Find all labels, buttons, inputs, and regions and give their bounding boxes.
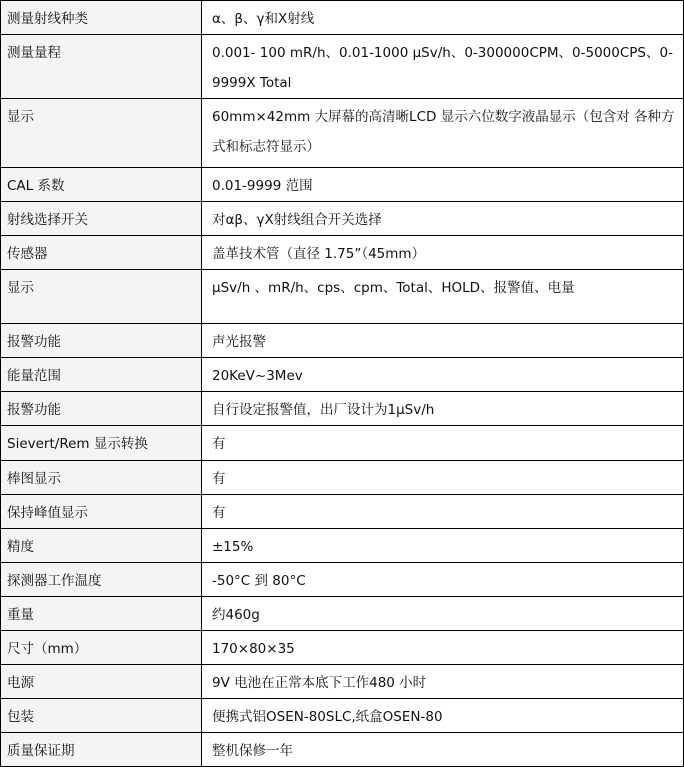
spec-value: 170×80×35 (202, 631, 684, 665)
spec-value: -50°C 到 80°C (202, 563, 684, 597)
spec-value: 对αβ、γX射线组合开关选择 (202, 202, 684, 236)
spec-label: 电源 (1, 665, 202, 699)
spec-label: 探测器工作温度 (1, 563, 202, 597)
spec-row (1, 1, 684, 35)
spec-label: CAL 系数 (1, 168, 202, 202)
spec-row (1, 495, 684, 529)
spec-value: 有 (202, 461, 684, 495)
spec-label: 测量射线种类 (1, 1, 202, 35)
spec-row (1, 99, 684, 168)
spec-label: 保持峰值显示 (1, 495, 202, 529)
spec-row (1, 35, 684, 99)
spec-row (1, 461, 684, 495)
spec-row (1, 529, 684, 563)
spec-label: 显示 (1, 270, 202, 324)
spec-value: μSv/h 、mR/h、cps、cpm、Total、HOLD、报警值、电量 (202, 270, 684, 324)
spec-row (1, 699, 684, 733)
spec-value: 0.01-9999 范围 (202, 168, 684, 202)
spec-label: 显示 (1, 99, 202, 168)
spec-value: 便携式铝OSEN-80SLC,纸盒OSEN-80 (202, 699, 684, 733)
spec-label: 能量范围 (1, 358, 202, 392)
spec-label: 尺寸（mm） (1, 631, 202, 665)
spec-label: 棒图显示 (1, 461, 202, 495)
spec-label: Sievert/Rem 显示转换 (1, 426, 202, 461)
spec-value: 有 (202, 426, 684, 461)
spec-row (1, 426, 684, 461)
spec-row (1, 563, 684, 597)
spec-label: 测量量程 (1, 35, 202, 99)
spec-row (1, 597, 684, 631)
spec-label: 报警功能 (1, 392, 202, 426)
spec-value: 盖革技术管（直径 1.75”（45mm） (202, 236, 684, 270)
spec-value: 60mm×42mm 大屏幕的高清晰LCD 显示六位数字液晶显示（包含对 各种方式和标志符显示） (202, 99, 684, 168)
spec-value: α、β、γ和X射线 (202, 1, 684, 35)
spec-row (1, 324, 684, 358)
spec-row (1, 665, 684, 699)
spec-label: 射线选择开关 (1, 202, 202, 236)
spec-value: 有 (202, 495, 684, 529)
spec-row (1, 236, 684, 270)
spec-value: 20KeV~3Mev (202, 358, 684, 392)
spec-value: 整机保修一年 (202, 733, 684, 767)
spec-value: ±15% (202, 529, 684, 563)
spec-value: 声光报警 (202, 324, 684, 358)
spec-label: 质量保证期 (1, 733, 202, 767)
spec-row (1, 631, 684, 665)
spec-label: 包装 (1, 699, 202, 733)
spec-value: 自行设定报警值，出厂设计为1μSv/h (202, 392, 684, 426)
spec-label: 传感器 (1, 236, 202, 270)
spec-row (1, 392, 684, 426)
spec-value: 0.001- 100 mR/h、0.01-1000 μSv/h、0-300000CPM、0-5000CPS、0-9999X Total (202, 35, 684, 99)
spec-label: 精度 (1, 529, 202, 563)
spec-row (1, 358, 684, 392)
spec-value: 约460g (202, 597, 684, 631)
spec-row (1, 168, 684, 202)
spec-table-body (1, 1, 684, 767)
spec-label: 报警功能 (1, 324, 202, 358)
spec-row (1, 202, 684, 236)
spec-label: 重量 (1, 597, 202, 631)
spec-row (1, 270, 684, 324)
spec-value: 9V 电池在正常本底下工作480 小时 (202, 665, 684, 699)
